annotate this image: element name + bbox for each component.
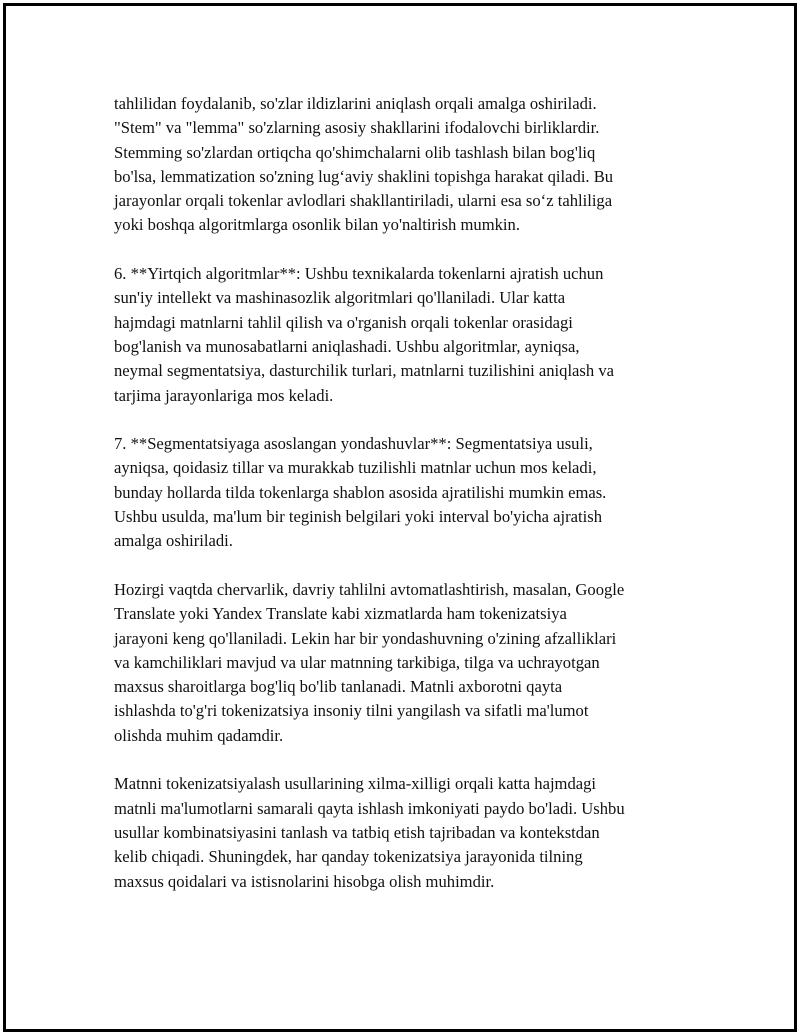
text-line: 7. **Segmentatsiyaga asoslangan yondashuvlar**: Segmentatsiya usuli,	[114, 434, 593, 454]
text-line: olishda muhim qadamdir.	[114, 725, 284, 745]
text-line: bo'lsa, lemmatization so'zning lug‘aviy shaklini topishga harakat qiladi. Bu	[114, 166, 614, 186]
text-line: ishlashda to'g'ri tokenizatsiya insoniy tilni yangilash va sifatli ma'lumot	[114, 701, 589, 721]
text-line: amalga oshiriladi.	[114, 531, 233, 551]
paragraph-conclusion	[114, 772, 704, 893]
paragraph-item-6	[114, 262, 704, 408]
text-line: hajmdagi matnlarni tahlil qilish va o'rganish orqali tokenlar orasidagi	[114, 312, 573, 332]
text-line: matnli ma'lumotlarni samarali qayta ishlash imkoniyati paydo bo'ladi. Ushbu	[114, 798, 625, 818]
text-line: Matnni tokenizatsiyalash usullarining xilma-xilligi orqali katta hajmdagi	[114, 774, 597, 794]
text-line: tahlilidan foydalanib, so'zlar ildizlarini aniqlash orqali amalga oshiriladi.	[114, 94, 597, 113]
paragraph-current-usage	[114, 578, 704, 748]
text-line: Hozirgi vaqtda chervarlik, davriy tahlilni avtomatlashtirish, masalan, Google	[114, 579, 625, 599]
text-line: "Stem" va "lemma" so'zlarning asosiy shakllarini ifodalovchi birliklardir.	[114, 118, 600, 138]
document-body	[114, 92, 704, 918]
text-line: neymal segmentatsiya, dasturchilik turlari, matnlarni tuzilishini aniqlash va	[114, 361, 614, 381]
text-line: jarayonlar orqali tokenlar avlodlari shakllantiriladi, ularni esa so‘z tahliliga	[114, 191, 613, 211]
text-line: Stemming so'zlardan ortiqcha qo'shimchalarni olib tashlash bilan bog'liq	[114, 142, 596, 162]
text-line: usullar kombinatsiyasini tanlash va tatbiq etish tajribadan va kontekstdan	[114, 822, 600, 842]
text-line: kelib chiqadi. Shuningdek, har qanday tokenizatsiya jarayonida tilning	[114, 847, 583, 867]
text-line: Translate yoki Yandex Translate kabi xizmatlarda ham tokenizatsiya	[114, 604, 567, 624]
text-line: maxsus qoidalari va istisnolarini hisobga olish muhimdir.	[114, 871, 495, 891]
text-line: 6. **Yirtqich algoritmlar**: Ushbu texnikalarda tokenlarni ajratish uchun	[114, 264, 604, 284]
text-line: ayniqsa, qoidasiz tillar va murakkab tuzilishli matnlar uchun mos keladi,	[114, 458, 597, 478]
text-line: sun'iy intellekt va mashinasozlik algoritmlari qo'llaniladi. Ular katta	[114, 288, 566, 308]
text-line: Ushbu usulda, ma'lum bir teginish belgilari yoki interval bo'yicha ajratish	[114, 507, 603, 527]
text-line: va kamchiliklari mavjud va ular matnning tarkibiga, tilga va uchrayotgan	[114, 652, 600, 672]
paragraph-stemming	[114, 92, 704, 238]
paragraph-item-7	[114, 432, 704, 553]
text-line: yoki boshqa algoritmlarga osonlik bilan yo'naltirish mumkin.	[114, 215, 520, 235]
text-line: bunday hollarda tilda tokenlarga shablon asosida ajratilishi mumkin emas.	[114, 482, 607, 502]
text-line: maxsus sharoitlarga bog'liq bo'lib tanlanadi. Matnli axborotni qayta	[114, 677, 563, 697]
text-line: bog'lanish va munosabatlarni aniqlashadi. Ushbu algoritmlar, ayniqsa,	[114, 336, 580, 356]
text-line: tarjima jarayonlariga mos keladi.	[114, 385, 334, 405]
text-line: jarayoni keng qo'llaniladi. Lekin har bir yondashuvning o'zining afzalliklari	[114, 628, 617, 648]
